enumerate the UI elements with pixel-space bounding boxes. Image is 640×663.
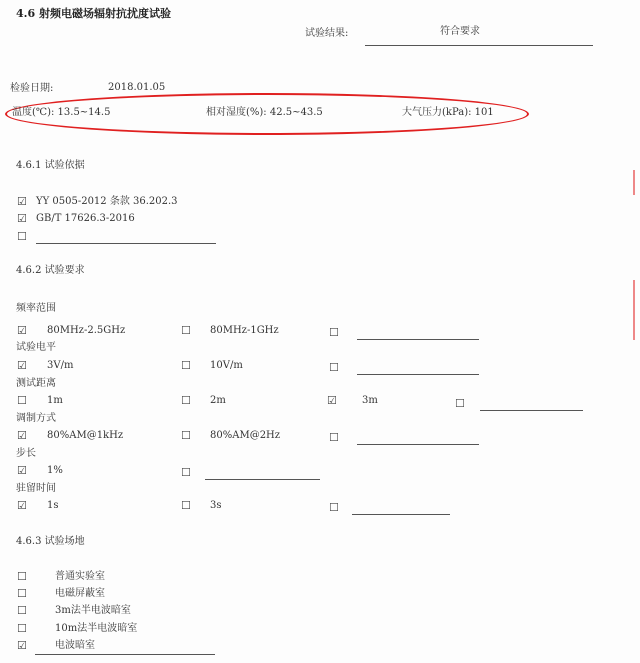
option-label: 2m (210, 395, 226, 406)
group-label: 调制方式 (16, 413, 56, 424)
checkbox-unchecked[interactable]: ☐ (329, 361, 339, 374)
temperature: 温度(℃): 13.5~14.5 (12, 107, 111, 118)
section-463-title: 4.6.3 试验场地 (16, 536, 85, 547)
checkbox-unchecked[interactable]: ☐ (17, 230, 27, 243)
option-label: 80%AM@1kHz (47, 430, 124, 441)
option-label: 1m (47, 395, 63, 406)
checkbox-unchecked[interactable]: ☐ (181, 499, 191, 512)
group-label: 步长 (16, 448, 36, 459)
option-label: 1% (47, 465, 63, 476)
option-label: 80%AM@2Hz (210, 430, 281, 441)
section-title: 4.6 射频电磁场辐射抗扰度试验 (16, 7, 171, 20)
blank-line (357, 374, 479, 375)
scan-mark (633, 280, 635, 340)
checkbox-unchecked[interactable]: ☐ (17, 622, 27, 635)
blank-line (357, 339, 479, 340)
blank-line (36, 243, 216, 244)
option-label: 3V/m (47, 360, 74, 371)
option-label: YY 0505-2012 条款 36.202.3 (36, 196, 178, 207)
checkbox-unchecked[interactable]: ☐ (17, 604, 27, 617)
option-label: 3s (210, 500, 222, 511)
checkbox-checked[interactable]: ☑ (17, 195, 27, 208)
result-underline (365, 45, 593, 46)
option-label: 3m (362, 395, 378, 406)
pressure: 大气压力(kPa): 101 (402, 107, 494, 118)
checkbox-unchecked[interactable]: ☐ (17, 570, 27, 583)
checkbox-unchecked[interactable]: ☐ (181, 324, 191, 337)
blank-line (480, 410, 583, 411)
checkbox-unchecked[interactable]: ☐ (455, 397, 465, 410)
option-label: 80MHz-1GHz (210, 325, 279, 336)
checkbox-checked[interactable]: ☑ (17, 464, 27, 477)
checkbox-unchecked[interactable]: ☐ (181, 359, 191, 372)
option-label: 电波暗室 (55, 640, 95, 651)
checkbox-unchecked[interactable]: ☐ (329, 326, 339, 339)
option-label: GB/T 17626.3-2016 (36, 213, 135, 224)
checkbox-checked[interactable]: ☑ (327, 394, 337, 407)
option-label: 10V/m (210, 360, 243, 371)
group-label: 测试距离 (16, 378, 56, 389)
checkbox-unchecked[interactable]: ☐ (181, 429, 191, 442)
option-label: 10m法半电波暗室 (55, 623, 138, 634)
date-label: 检验日期: (10, 83, 54, 94)
group-label: 频率范围 (16, 303, 56, 314)
checkbox-checked[interactable]: ☑ (17, 324, 27, 337)
checkbox-checked[interactable]: ☑ (17, 499, 27, 512)
option-label: 1s (47, 500, 59, 511)
checkbox-checked[interactable]: ☑ (17, 429, 27, 442)
section-462-title: 4.6.2 试验要求 (16, 265, 85, 276)
result-value: 符合要求 (440, 26, 480, 37)
result-label: 试验结果: (305, 28, 349, 39)
humidity: 相对湿度(%): 42.5~43.5 (206, 107, 323, 118)
scan-mark (633, 170, 635, 195)
checkbox-unchecked[interactable]: ☐ (181, 394, 191, 407)
date-value: 2018.01.05 (108, 82, 166, 93)
checkbox-unchecked[interactable]: ☐ (329, 431, 339, 444)
checkbox-checked[interactable]: ☑ (17, 359, 27, 372)
blank-line (352, 514, 450, 515)
checkbox-unchecked[interactable]: ☐ (17, 587, 27, 600)
option-label: 普通实验室 (55, 571, 105, 582)
option-label: 3m法半电波暗室 (55, 605, 131, 616)
checkbox-checked[interactable]: ☑ (17, 639, 27, 652)
blank-line (205, 479, 320, 480)
section-461-title: 4.6.1 试验依据 (16, 160, 85, 171)
checkbox-unchecked[interactable]: ☐ (329, 501, 339, 514)
group-label: 试验电平 (16, 342, 56, 353)
option-label: 电磁屏蔽室 (55, 588, 105, 599)
blank-line (357, 444, 479, 445)
checkbox-checked[interactable]: ☑ (17, 212, 27, 225)
group-label: 驻留时间 (16, 483, 56, 494)
underline (35, 654, 215, 655)
checkbox-unchecked[interactable]: ☐ (17, 394, 27, 407)
checkbox-unchecked[interactable]: ☐ (181, 466, 191, 479)
option-label: 80MHz-2.5GHz (47, 325, 126, 336)
